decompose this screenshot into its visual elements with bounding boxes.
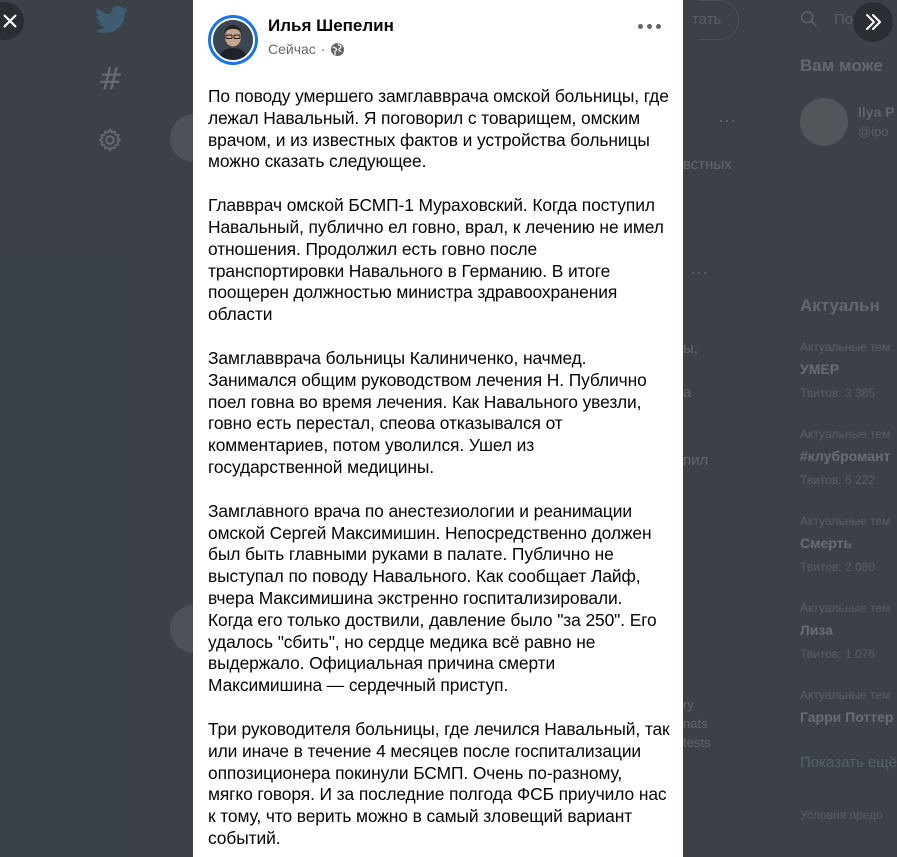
author-avatar[interactable] [208, 15, 258, 65]
close-icon [1, 12, 19, 30]
post-meta [268, 41, 345, 57]
dot-icon [656, 24, 661, 29]
author-name[interactable]: Илья Шепелин [268, 16, 394, 35]
author-photo [213, 20, 253, 60]
dot-icon [638, 24, 643, 29]
post-paragraph: По поводу умершего замглавврача омской больницы, где лежал Навальный. Я поговорил с товарищем, омским врачом, и из известных фактов и устройства больницы можно сказать следующее. [208, 86, 669, 172]
more-options-button[interactable] [631, 14, 667, 38]
post-paragraph: Замглавного врача по анестезиологии и реанимации омской Сергей Максимишин. Непосредственно должен был быть главными руками в палате. Публично не выступал по поводу Навального. Как сообщает Лайф, вчера Максимишина экстренно госпитализировали. Когда его только доствили, давление было "за 250". Его удалось "сбить", но сердце медика всё равно не выдержало. Официальная причина смерти Максимишина — сердечный приступ. [208, 500, 657, 696]
author-photo-image [213, 20, 253, 60]
post-paragraph: Главврач омской БСМП-1 Мураховский. Когда поступил Навальный, публично ел говно, врал, к лечению не имел отношения. Продолжил есть говно после транспортировки Навального в Германию. В итоге поощерен должностью министра здравоохранения области [208, 195, 664, 325]
globe-icon [330, 42, 345, 57]
post-paragraph: Три руководителя больницы, где лечился Навальный, так или иначе в течение 4 месяцев после госпитализации оппозиционера покинули БСМП. Очень по-разному, мягко говоря. И за последние полгода ФСБ приучило нас к тому, что верить можно в самый зловещий вариант событий. [208, 718, 670, 848]
meta-separator: · [320, 41, 326, 57]
post-card [193, 0, 683, 857]
post-body [208, 86, 670, 857]
dot-icon [647, 24, 652, 29]
double-chevron-right-icon [863, 12, 883, 32]
post-paragraph: Замглавврача больницы Калиниченко, начмед. Занимался общим руководством лечения Н. Публично поел говна во время лечения. Как Навального увезли, говно есть перестал, спеова отказывался от комментариев, потом уволился. Ушел из государственной медицины. [208, 347, 647, 477]
expand-button[interactable] [853, 2, 893, 42]
post-time[interactable]: Сейчас [268, 41, 316, 57]
